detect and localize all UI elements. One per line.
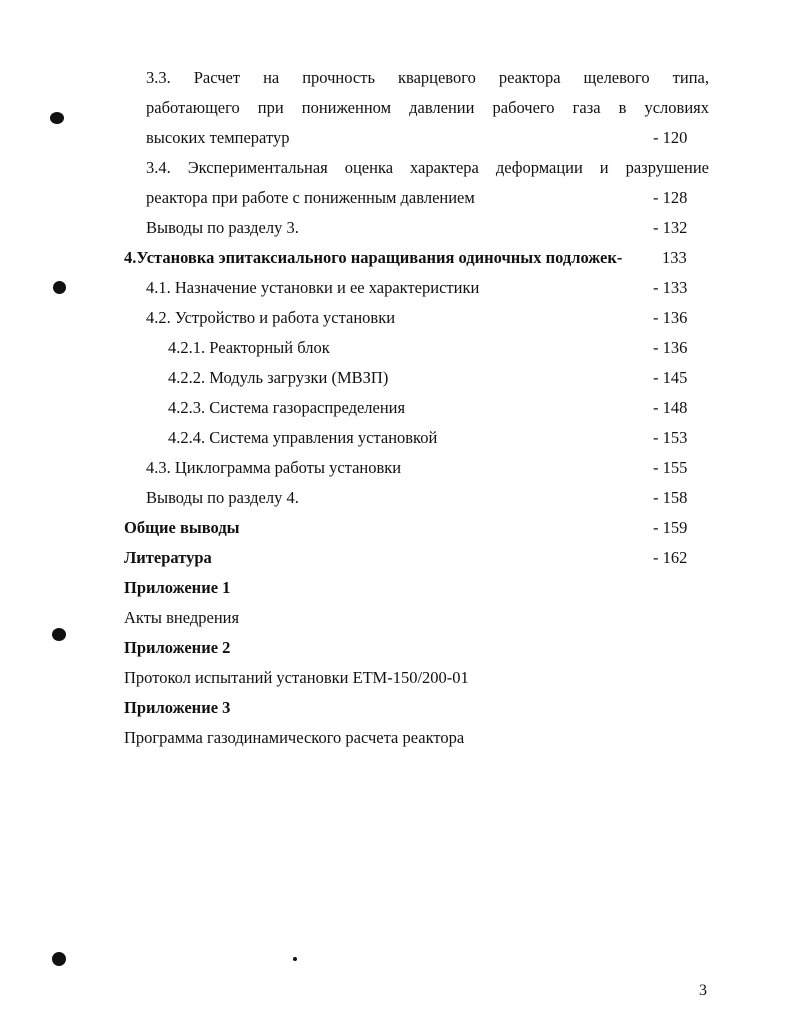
toc-4-2-1-page: - 136 bbox=[653, 338, 688, 357]
toc-4-2-4-page: - 153 bbox=[653, 428, 688, 447]
toc-3-3-line3: высоких температур bbox=[146, 128, 290, 147]
toc-4-2-page: - 136 bbox=[653, 308, 688, 327]
toc-4-2-2-page: - 145 bbox=[653, 368, 688, 387]
toc-4-page: 133 bbox=[662, 248, 687, 267]
toc-4-1: 4.1. Назначение установки и ее характеристики bbox=[146, 278, 480, 297]
scan-blot bbox=[53, 281, 66, 294]
toc-appendix-3-desc: Программа газодинамического расчета реактора bbox=[124, 728, 465, 747]
toc-4-conclusions-page: - 158 bbox=[653, 488, 688, 507]
toc-3-4-line2: реактора при работе с пониженным давлением bbox=[146, 188, 475, 207]
page-number: 3 bbox=[699, 982, 707, 999]
toc-3-3-page: - 120 bbox=[653, 128, 688, 147]
toc-general-conclusions-page: - 159 bbox=[653, 518, 688, 537]
toc-3-3-line1: 3.3. Расчет на прочность кварцевого реактора щелевого типа, bbox=[146, 68, 709, 87]
toc-appendix-1-desc: Акты внедрения bbox=[124, 608, 240, 627]
toc-4-2-2: 4.2.2. Модуль загрузки (МВЗП) bbox=[168, 368, 389, 387]
toc-appendix-1: Приложение 1 bbox=[124, 578, 231, 597]
toc-4-2: 4.2. Устройство и работа установки bbox=[146, 308, 396, 327]
toc-3-conclusions: Выводы по разделу 3. bbox=[146, 218, 299, 237]
scan-blot bbox=[52, 628, 66, 641]
toc-4-1-page: - 133 bbox=[653, 278, 688, 297]
scan-blot bbox=[50, 112, 64, 124]
toc-4-3-page: - 155 bbox=[653, 458, 688, 477]
toc-3-4-page: - 128 bbox=[653, 188, 688, 207]
toc-4-title: 4.Установка эпитаксиального наращивания одиночных подложек- bbox=[124, 248, 623, 267]
toc-3-conclusions-page: - 132 bbox=[653, 218, 688, 237]
toc-literature: Литература bbox=[124, 548, 212, 567]
toc-4-conclusions: Выводы по разделу 4. bbox=[146, 488, 299, 507]
toc-appendix-2-desc: Протокол испытаний установки ЕТМ-150/200-01 bbox=[124, 668, 469, 687]
toc-4-2-4: 4.2.4. Система управления установкой bbox=[168, 428, 438, 447]
scan-blot bbox=[52, 952, 66, 966]
toc-4-3: 4.3. Циклограмма работы установки bbox=[146, 458, 402, 477]
toc-appendix-3: Приложение 3 bbox=[124, 698, 231, 717]
toc-3-3-line2: работающего при пониженном давлении рабочего газа в условиях bbox=[146, 98, 709, 117]
toc-general-conclusions: Общие выводы bbox=[124, 518, 240, 537]
toc-4-2-3: 4.2.3. Система газораспределения bbox=[168, 398, 406, 417]
toc-4-2-3-page: - 148 bbox=[653, 398, 688, 417]
toc-literature-page: - 162 bbox=[653, 548, 688, 567]
scan-dot bbox=[293, 957, 297, 961]
toc-4-2-1: 4.2.1. Реакторный блок bbox=[168, 338, 330, 357]
toc-appendix-2: Приложение 2 bbox=[124, 638, 231, 657]
toc-3-4-line1: 3.4. Экспериментальная оценка характера деформации и разрушение bbox=[146, 158, 709, 177]
